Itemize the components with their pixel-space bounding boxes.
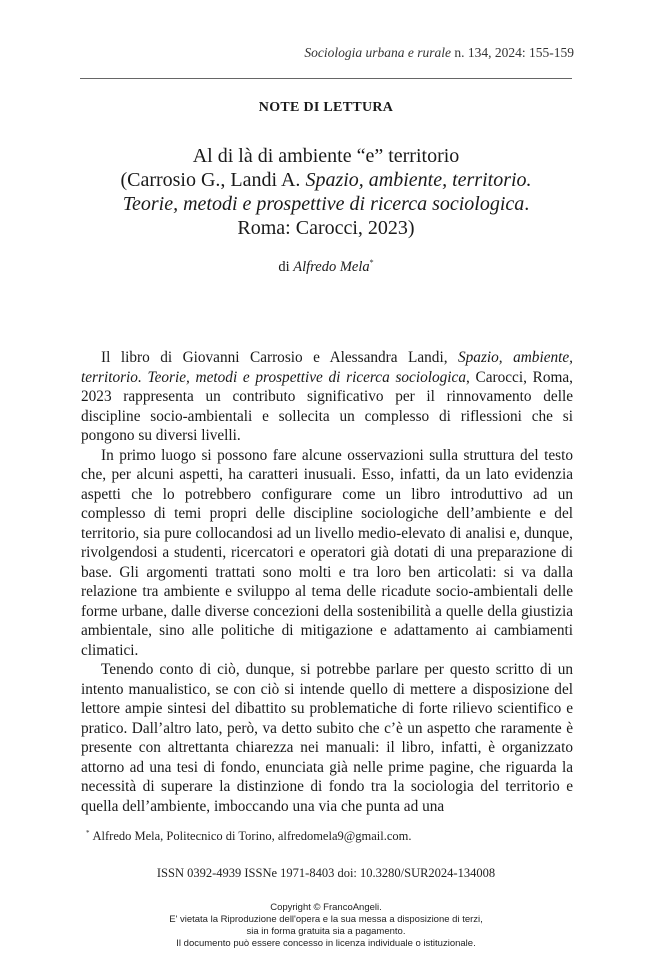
paragraph-1-end: , Carocci, Roma, 2023 rappresenta un contributo significativo per il rinnovamento delle discipline socio-ambientali e sollecita un complesso di riflessioni che si pongono su diversi livelli. <box>81 368 573 444</box>
copyright-line-1: Copyright © FrancoAngeli. <box>270 902 382 913</box>
copyright-line-2: E' vietata la Riproduzione dell'opera e la sua messa a disposizione di terzi, <box>169 914 483 925</box>
byline-prefix: di <box>278 258 294 275</box>
journal-name: Sociologia urbana e rurale <box>304 45 451 60</box>
section-label: NOTE DI LETTURA <box>258 100 394 115</box>
book-title: Spazio, ambiente, territorio. Teorie, metodi e prospettive di ricerca sociologica <box>81 349 573 386</box>
byline <box>80 258 572 276</box>
copyright-line-3: sia in forma gratuita sia a pagamento. <box>246 926 406 937</box>
title-line-3 <box>80 192 572 216</box>
title-line-2-italic: Spazio, ambiente, territorio. <box>305 169 532 191</box>
article-title <box>80 144 572 240</box>
journal-reference: n. 134, 2024: 155-159 <box>451 45 574 60</box>
title-line-4: Roma: Carocci, 2023) <box>237 217 415 239</box>
issn-doi-line: ISSN 0392-4939 ISSNe 1971-8403 doi: 10.3280/SUR2024-134008 <box>156 866 496 880</box>
article-body <box>81 348 573 816</box>
header-rule <box>80 78 572 79</box>
title-line-3-suffix: . <box>524 193 530 215</box>
copyright-line-4: Il documento può essere concesso in licenza individuale o istituzionale. <box>176 938 476 949</box>
copyright-notice <box>80 902 572 950</box>
footnote-marker: * <box>86 829 90 837</box>
paragraph-1-start: Il libro di Giovanni Carrosio e Alessandra Landi, <box>101 349 458 366</box>
title-line-2-prefix: (Carrosio G., Landi A. <box>120 169 306 191</box>
author-name: Alfredo Mela <box>293 258 370 275</box>
journal-header <box>304 45 574 61</box>
title-line-2 <box>80 168 572 192</box>
paragraph-3: Tenendo conto di ciò, dunque, si potrebbe parlare per questo scritto di un intento manualistico, se con ciò si intende quello di mettere a disposizione del lettore ampie sintesi del dibattito su problematiche di forte rilievo scientifico e pratico. Dall’altro lato, però, va detto subito che c’è un aspetto che raramente è presente con altrettanta chiarezza nei manuali: il libro, infatti, è organizzato attorno ad una tesi di fondo, enunciata già nelle prime pagine, che riguarda la necessità di superare la distinzione di fondo tra la sociologia del territorio e quella dell’ambiente, imboccando una via che punta ad una <box>81 661 573 815</box>
footnote-text: Alfredo Mela, Politecnico di Torino, alfredomela9@gmail.com. <box>92 829 412 844</box>
paragraph-1 <box>81 348 573 446</box>
author-footnote <box>86 829 412 844</box>
title-line-3-italic: Teorie, metodi e prospettive di ricerca sociologica <box>122 193 525 215</box>
title-line-1: Al di là di ambiente “e” territorio <box>192 145 460 167</box>
author-footnote-marker: * <box>369 258 374 267</box>
paragraph-2: In primo luogo si possono fare alcune osservazioni sulla struttura del testo che, per alcuni aspetti, ha caratteri inusuali. Esso, infatti, da un lato evidenzia aspetti che lo potrebbero configurare come un libro introduttivo ad un complesso di temi propri delle discipline sociologiche dell’ambiente e del territorio, sia pure collocandosi ad un livello medio-elevato di analisi e, dunque, rivolgendosi a studenti, ricercatori e operatori già dotati di una preparazione di base. Gli argomenti trattati sono molti e tra loro ben articolati: si va dalla relazione tra ambiente e sviluppo al tema delle ricadute socio-ambientali delle forme urbane, dalle diverse concezioni della sostenibilità a quelle della giustizia ambientale, sino alle politiche di mitigazione e adattamento ai cambiamenti climatici. <box>81 446 573 659</box>
